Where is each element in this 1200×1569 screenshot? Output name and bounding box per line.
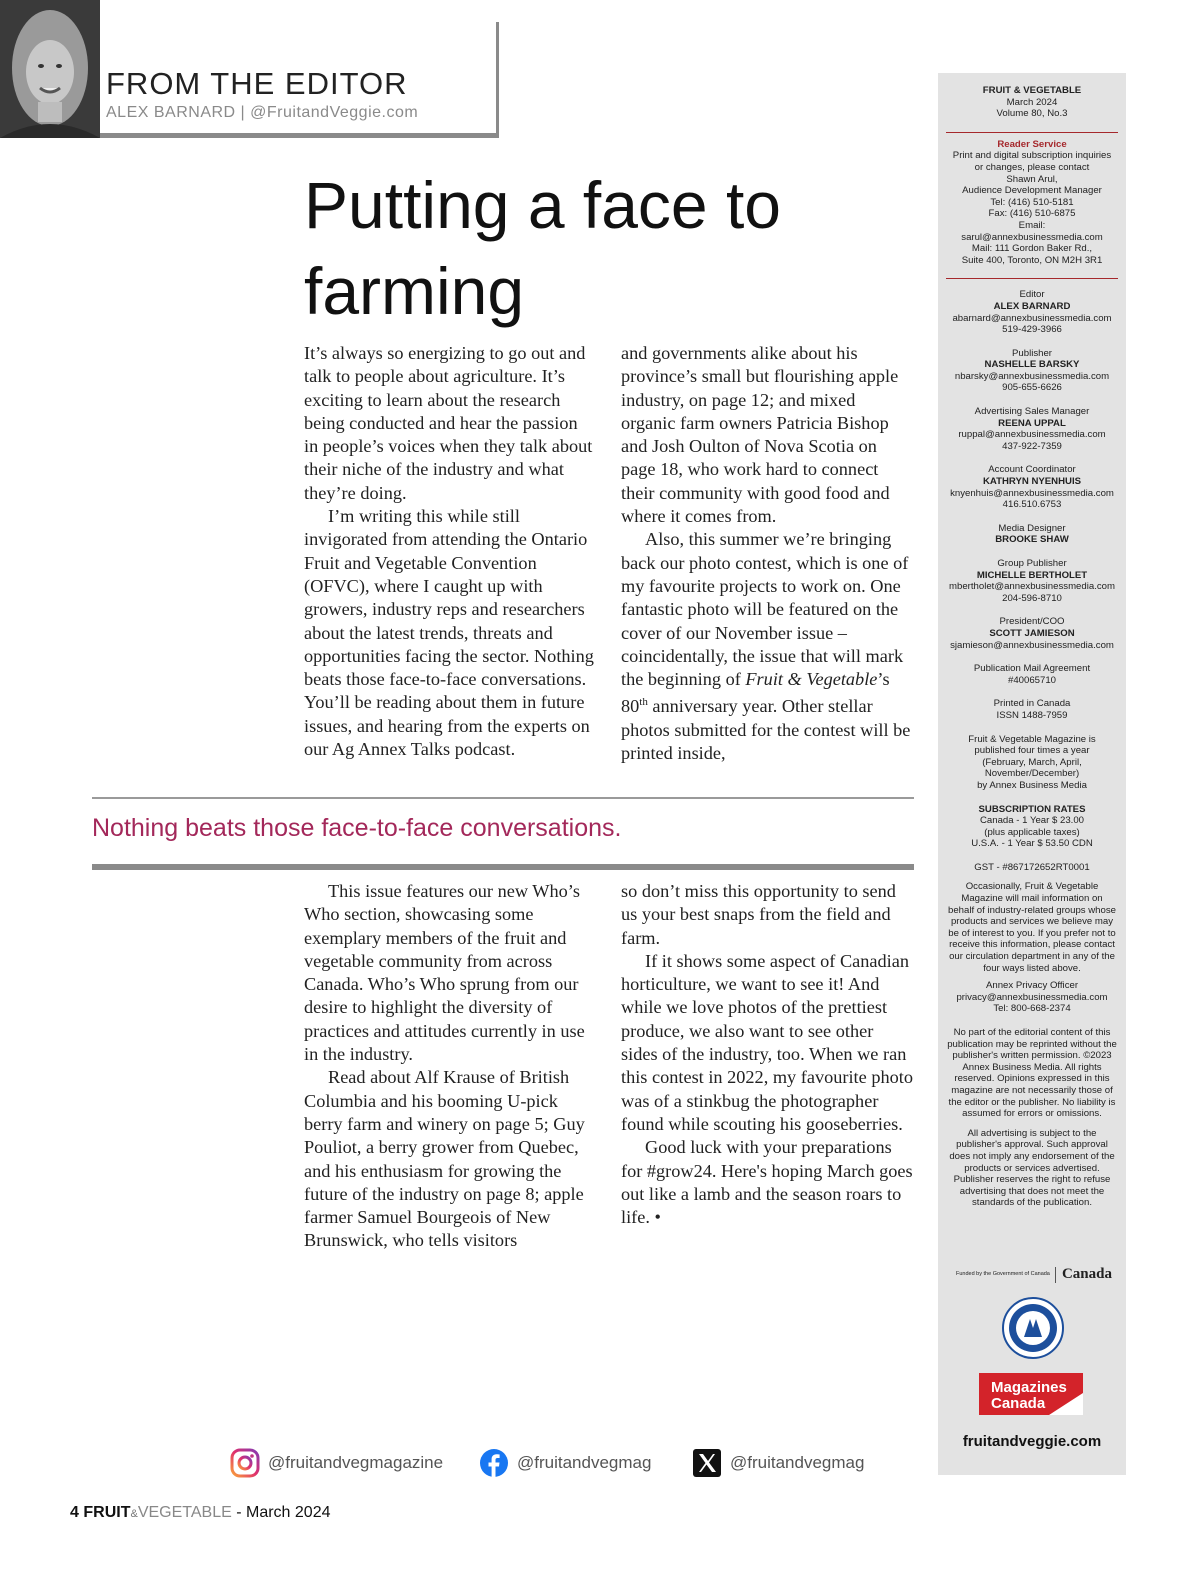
staff-email: mbertholet@annexbusinessmedia.com	[949, 581, 1115, 593]
staff-president	[944, 616, 1120, 651]
masthead-divider	[946, 278, 1118, 279]
staff-name: ALEX BARNARD	[993, 300, 1071, 312]
ordinal-suffix: th	[639, 696, 648, 709]
printed-info	[944, 698, 1120, 721]
reader-service-line: Fax: (416) 510-6875	[988, 208, 1076, 220]
reader-service-line: Tel: (416) 510-5181	[990, 196, 1074, 208]
frequency-line: November/December)	[984, 768, 1080, 780]
masthead-divider	[946, 132, 1118, 133]
frequency-line: Fruit & Vegetable Magazine is	[968, 733, 1096, 745]
magazine-title-italic: Fruit & Vegetable	[745, 669, 878, 690]
staff-phone: 416.510.6753	[1002, 499, 1062, 511]
x-handle: @fruitandvegmag	[730, 1453, 865, 1472]
footer-brand-vegetable: VEGETABLE	[137, 1504, 232, 1521]
facebook-icon	[479, 1448, 509, 1478]
copyright-notice: No part of the editorial content of this publication may be reprinted without the publisher's written permission. ©2023 Annex Business Media. All rights reserved. Opinions expressed in this magazine are not necessarily those of the editor or the publisher. No liability is assumed for errors or omissions.	[947, 1027, 1117, 1120]
staff-name: BROOKE SHAW	[995, 534, 1069, 546]
page-number: 4	[70, 1504, 79, 1521]
staff-phone: 519-429-3966	[1002, 324, 1062, 336]
staff-role: Publisher	[1012, 347, 1052, 359]
social-x[interactable]	[692, 1448, 864, 1478]
pullquote-rule-top	[92, 797, 914, 799]
staff-editor	[944, 289, 1120, 335]
staff-ad-sales	[944, 406, 1120, 452]
staff-name: REENA UPPAL	[998, 417, 1066, 429]
frequency-info	[944, 734, 1120, 792]
x-logo-icon	[692, 1448, 722, 1478]
gst-number: GST - #867172652RT0001	[974, 861, 1090, 873]
staff-role: Advertising Sales Manager	[974, 406, 1090, 418]
paragraph: It’s always so energizing to go out and talk to people about agriculture. It’s exciting to learn about the research being conducted and hear the passion in people’s voices when they talk about their niche of the industry and what they’re doing.	[304, 343, 593, 503]
staff-phone: 204-596-8710	[1002, 592, 1062, 604]
paragraph	[621, 528, 913, 765]
paragraph-text: anniversary year. Other stellar photos submitted for the contest will be printed inside,	[621, 696, 911, 764]
mail-agreement-number: #40065710	[1007, 674, 1057, 686]
aam-certification-seal-icon	[1002, 1297, 1064, 1359]
footer-issue: - March 2024	[231, 1504, 331, 1521]
reader-service-block	[944, 139, 1120, 267]
staff-email: nbarsky@annexbusinessmedia.com	[954, 370, 1110, 382]
reader-service-line: Email:	[1018, 219, 1046, 231]
advertising-notice: All advertising is subject to the publisher's approval. Such approval does not imply any endorsement of the products or services advertised. Publisher reserves the right to refuse advertising that does not meet the standards of the publication.	[949, 1127, 1115, 1209]
staff-phone: 437-922-7359	[1002, 440, 1062, 452]
subscription-rates	[944, 804, 1120, 850]
paragraph: This issue features our new Who’s Who section, showcasing some exemplary members of the fruit and vegetable community from across Canada. Who’s Who sprung from our desire to highlight the diversity of practices and attitudes currently in use in the industry.	[304, 881, 585, 1065]
magazines-canada-word-2: Canada	[991, 1395, 1046, 1412]
staff-role: Group Publisher	[997, 558, 1067, 569]
staff-group-publisher	[944, 558, 1120, 604]
staff-role: Account Coordinator	[988, 464, 1076, 476]
subscription-line: U.S.A. - 1 Year $ 53.50 CDN	[971, 838, 1093, 850]
staff-name: MICHELLE BERTHOLET	[976, 569, 1088, 581]
magazines-canada-word-1: Magazines	[991, 1379, 1067, 1396]
masthead-volume: Volume 80, No.3	[996, 108, 1068, 120]
staff-media-designer	[944, 523, 1120, 546]
reader-service-line: sarul@annexbusinessmedia.com	[961, 231, 1103, 243]
privacy-phone: Tel: 800-668-2374	[993, 1003, 1071, 1015]
privacy-officer	[944, 980, 1120, 1015]
byline: ALEX BARNARD | @FruitandVeggie.com	[106, 104, 419, 121]
paragraph: I’m writing this while still invigorated from attending the Ontario Fruit and Vegetable Convention (OFVC), where I caught up with growers, industry reps and researchers about the latest trends, threats and opportunities facing the sector. Nothing beats those face-to-face conversations. You’ll be reading about them in future issues, and hearing from the experts on our Ag Annex Talks podcast.	[304, 506, 594, 760]
headline-line-1: Putting a face to	[304, 168, 781, 242]
paragraph: Read about Alf Krause of British Columbia and his booming U-pick berry farm and winery on page 5; Guy Pouliot, a berry grower from Quebec, and his enthusiasm for growing the future of the industry on page 8; apple farmer Samuel Bourgeois of New Brunswick, who tells visitors	[304, 1067, 585, 1251]
issn: ISSN 1488-7959	[996, 709, 1068, 721]
mail-agreement	[944, 663, 1120, 686]
staff-name: KATHRYN NYENHUIS	[982, 476, 1082, 488]
frequency-line: (February, March, April,	[982, 756, 1082, 768]
staff-name: SCOTT JAMIESON	[989, 627, 1075, 639]
reader-service-line: Shawn Arul,	[1006, 173, 1058, 185]
footer-brand-amp: &	[130, 1508, 138, 1520]
article-column-3	[304, 880, 596, 1253]
editor-photo	[0, 0, 100, 138]
masthead-publication: FRUIT & VEGETABLE	[982, 85, 1082, 96]
facebook-handle: @fruitandvegmag	[517, 1453, 652, 1472]
article-column-1	[304, 342, 596, 761]
section-title: FROM THE EDITOR	[106, 66, 408, 101]
masthead-publication-block	[944, 85, 1120, 120]
staff-name: NASHELLE BARSKY	[984, 359, 1080, 371]
staff-email: ruppal@annexbusinessmedia.com	[958, 429, 1106, 441]
staff-role: Media Designer	[998, 522, 1066, 534]
government-of-canada-funding	[956, 1267, 1112, 1283]
frequency-line: published four times a year	[974, 745, 1090, 757]
mailing-notice: Occasionally, Fruit & Vegetable Magazine will mail information on behalf of industry-related groups whose products and services we believe may be of interest to you. If you prefer not to receive this information, please contact our circulation department in any of the four ways listed above.	[948, 881, 1116, 974]
article-column-4	[621, 880, 913, 1229]
paragraph-text: ’s 80	[621, 669, 890, 717]
headline-line-2: farming	[304, 254, 525, 328]
canada-wordmark: Canada	[1061, 1266, 1112, 1283]
reader-service-line: Mail: 111 Gordon Baker Rd.,	[971, 243, 1093, 255]
privacy-line: Annex Privacy Officer	[985, 980, 1079, 992]
page-footer	[70, 1504, 331, 1522]
reader-service-line: Print and digital subscription inquiries	[952, 150, 1112, 162]
instagram-icon	[230, 1448, 260, 1478]
reader-service-line: Audience Development Manager	[962, 185, 1102, 197]
paragraph: and governments alike about his province’s small but flourishing apple industry, on page 12; and mixed organic farm owners Patricia Bishop and Josh Oulton of Nova Scotia on page 18, who work hard to connect their community with good food and where it comes from.	[621, 343, 899, 527]
staff-role: President/COO	[999, 616, 1065, 628]
paragraph: so don’t miss this opportunity to send us your best snaps from the field and farm.	[621, 881, 896, 948]
mail-agreement-label: Publication Mail Agreement	[973, 663, 1091, 675]
masthead-issue-date: March 2024	[1006, 96, 1058, 108]
printed-in: Printed in Canada	[993, 698, 1071, 710]
staff-email: knyenhuis@annexbusinessmedia.com	[950, 487, 1114, 499]
staff-email: sjamieson@annexbusinessmedia.com	[950, 639, 1114, 651]
editor-portrait-illustration	[0, 0, 100, 138]
reader-service-title: Reader Service	[997, 138, 1067, 150]
social-facebook[interactable]	[479, 1448, 651, 1478]
subscription-line: (plus applicable taxes)	[984, 826, 1080, 838]
staff-publisher	[944, 348, 1120, 394]
reader-service-line: Suite 400, Toronto, ON M2H 3R1	[961, 254, 1103, 266]
frequency-line: by Annex Business Media	[977, 779, 1087, 791]
pullquote-rule-bottom	[92, 864, 914, 870]
funding-divider	[1055, 1267, 1056, 1283]
subscription-title: SUBSCRIPTION RATES	[978, 803, 1086, 815]
subscription-line: Canada - 1 Year $ 23.00	[979, 815, 1085, 827]
footer-brand-fruit: FRUIT	[83, 1504, 131, 1521]
privacy-email: privacy@annexbusinessmedia.com	[956, 991, 1108, 1003]
paragraph: If it shows some aspect of Canadian horticulture, we want to see it! And while we love photos of the prettiest produce, we also want to see other sides of the industry, too. When we ran this contest in 2022, my favourite photo was of a stinkbug the photographer found while scouting his gooseberries.	[621, 950, 913, 1134]
paragraph: Good luck with your preparations for #grow24. Here's hoping March goes out like a lamb and the season roars to life. •	[621, 1137, 913, 1228]
website-link[interactable]: fruitandveggie.com	[962, 1433, 1102, 1450]
instagram-handle: @fruitandvegmagazine	[268, 1453, 444, 1472]
magazines-canada-logo	[979, 1373, 1083, 1415]
article-column-2	[621, 342, 913, 765]
reader-service-line: or changes, please contact	[974, 161, 1090, 173]
paragraph-text: Also, this summer we’re bringing back our photo contest, which is one of my favourite projects to work on. One fantastic photo will be featured on the cover of our November issue – coincidentally, the issue that will mark the beginning of	[621, 529, 909, 690]
funded-by-text: Funded by the Government of Canada	[956, 1271, 1050, 1278]
masthead-sidebar	[938, 73, 1126, 1475]
article-headline	[304, 162, 904, 334]
staff-role: Editor	[1019, 289, 1045, 301]
staff-phone: 905-655-6626	[1002, 382, 1062, 394]
staff-email: abarnard@annexbusinessmedia.com	[952, 312, 1112, 324]
pullquote: Nothing beats those face-to-face conversations.	[92, 814, 622, 842]
social-instagram[interactable]	[230, 1448, 443, 1478]
staff-account-coordinator	[944, 464, 1120, 510]
